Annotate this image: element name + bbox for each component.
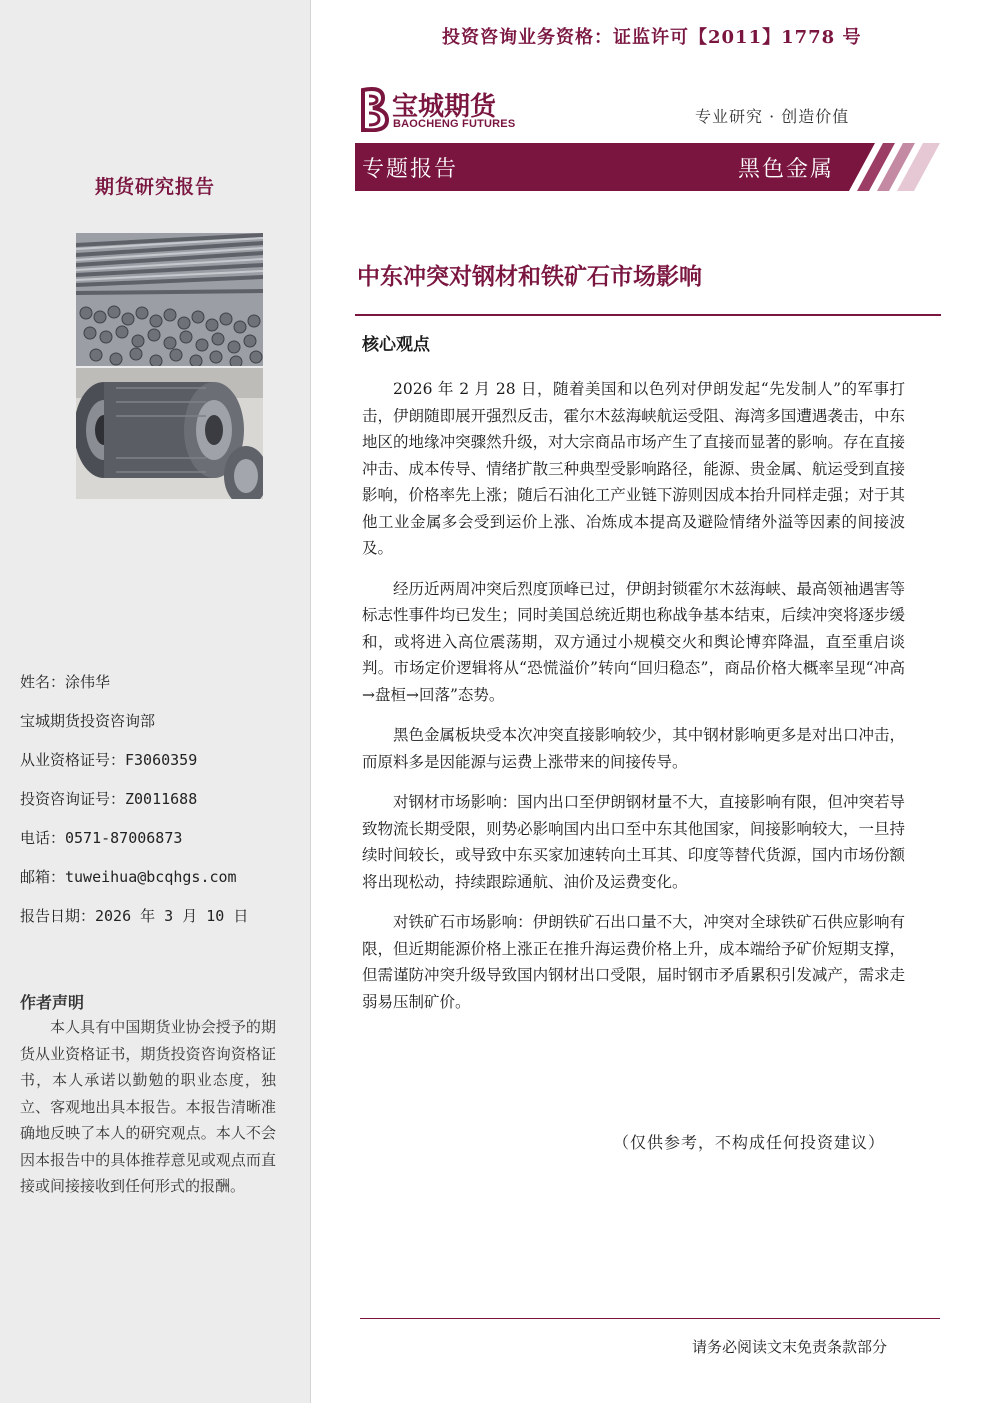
steel-coils-photo (76, 368, 263, 499)
banner-report-type: 专题报告 (362, 157, 459, 182)
qualification-number: 从业资格证号：F3060359 (20, 751, 198, 769)
report-title: 中东冲突对钢材和铁矿石市场影响 (357, 263, 702, 290)
core-view-body (362, 376, 905, 1029)
author-department: 宝城期货投资咨询部 (20, 712, 156, 730)
paragraph-3: 黑色金属板块受本次冲突直接影响较少，其中钢材影响更多是对出口冲击，而原料多是因能源与运费上涨带来的间接传导。 (362, 726, 905, 771)
steel-coils-graphic (76, 368, 263, 499)
banner-sector: 黑色金属 (738, 157, 835, 182)
core-view-heading: 核心观点 (362, 335, 430, 355)
sidebar-title: 期货研究报告 (94, 176, 215, 198)
paragraph-2: 经历近两周冲突后烈度顶峰已过，伊朗封锁霍尔木兹海峡、最高领袖遇害等标志性事件均已发生；同时美国总统近期也称战争基本结束，后续冲突将逐步缓和，或将进入高位震荡期，双方通过小规模交火和舆论博弈降温，直至重启谈判。市场定价逻辑将从“恐慌溢价”转向“回归稳态”，商品价格大概率呈现“冲高→盘桓→回落”态势。 (362, 579, 905, 704)
consult-cert-number: 投资咨询证号：Z0011688 (20, 790, 198, 808)
author-statement-heading: 作者声明 (20, 993, 85, 1012)
rebar-photo-graphic (76, 233, 263, 366)
author-name: 姓名：涂伟华 (20, 673, 111, 691)
paragraph-4: 对钢材市场影响：国内出口至伊朗钢材量不大，直接影响有限，但冲突若导致物流长期受限，则势必影响国内出口至中东其他国家，间接影响较大，一旦持续时间较长，或导致中东买家加速转向土耳其、印度等替代货源，国内市场份额将出现松动，持续跟踪通航、油价及运费变化。 (362, 793, 905, 891)
author-email[interactable]: 邮箱：tuweihua@bcqhgs.com (20, 868, 237, 886)
author-statement: 本人具有中国期货业协会授予的期货从业资格证书，期货投资咨询资格证书，本人承诺以勤勉的职业态度，独立、客观地出具本报告。本报告清晰准确地反映了本人的研究观点。本人不会因本报告中的具体推荐意见或观点而直接或间接接收到任何形式的报酬。 (20, 1018, 276, 1195)
logo-chinese-name: 宝城期货 (392, 92, 497, 122)
paragraph-1: 2026 年 2 月 28 日，随着美国和以色列对伊朗发起“先发制人”的军事打击，伊朗随即展开强烈反击，霍尔木兹海峡航运受阻、海湾多国遭遇袭击，中东地区的地缘冲突骤然升级，对大宗商品市场产生了直接而显著的影响。存在直接冲击、成本传导、情绪扩散三种典型受影响路径，能源、贵金属、航运受到直接影响，价格率先上涨；随后石油化工产业链下游则因成本抬升同样走强；对于其他工业金属多会受到运价上涨、冶炼成本提高及避险情绪外溢等因素的间接波及。 (362, 380, 905, 557)
paragraph-5: 对铁矿石市场影响：伊朗铁矿石出口量不大，冲突对全球铁矿石供应影响有限，但近期能源价格上涨正在推升海运费价格上升，成本端给予矿价短期支撑，但需谨防冲突升级导致国内钢材出口受限，届时钢市矛盾累积引发减产，需求走弱易压制矿价。 (362, 913, 905, 1011)
sidebar (0, 0, 311, 1403)
report-date: 报告日期：2026 年 3 月 10 日 (20, 907, 249, 925)
rebar-photo (76, 233, 263, 366)
footer-divider (360, 1318, 940, 1319)
slogan: 专业研究 · 创造价值 (695, 107, 850, 126)
license-line: 投资咨询业务资格：证监许可【2011】1778 号 (442, 27, 862, 48)
author-phone: 电话：0571-87006873 (20, 829, 183, 847)
title-divider (355, 314, 941, 316)
footer-note: 请务必阅读文末免责条款部分 (692, 1338, 888, 1356)
logo-english-name: BAOCHENG FUTURES (393, 118, 516, 130)
investment-disclaimer-note: （仅供参考，不构成任何投资建议） (613, 1133, 886, 1152)
